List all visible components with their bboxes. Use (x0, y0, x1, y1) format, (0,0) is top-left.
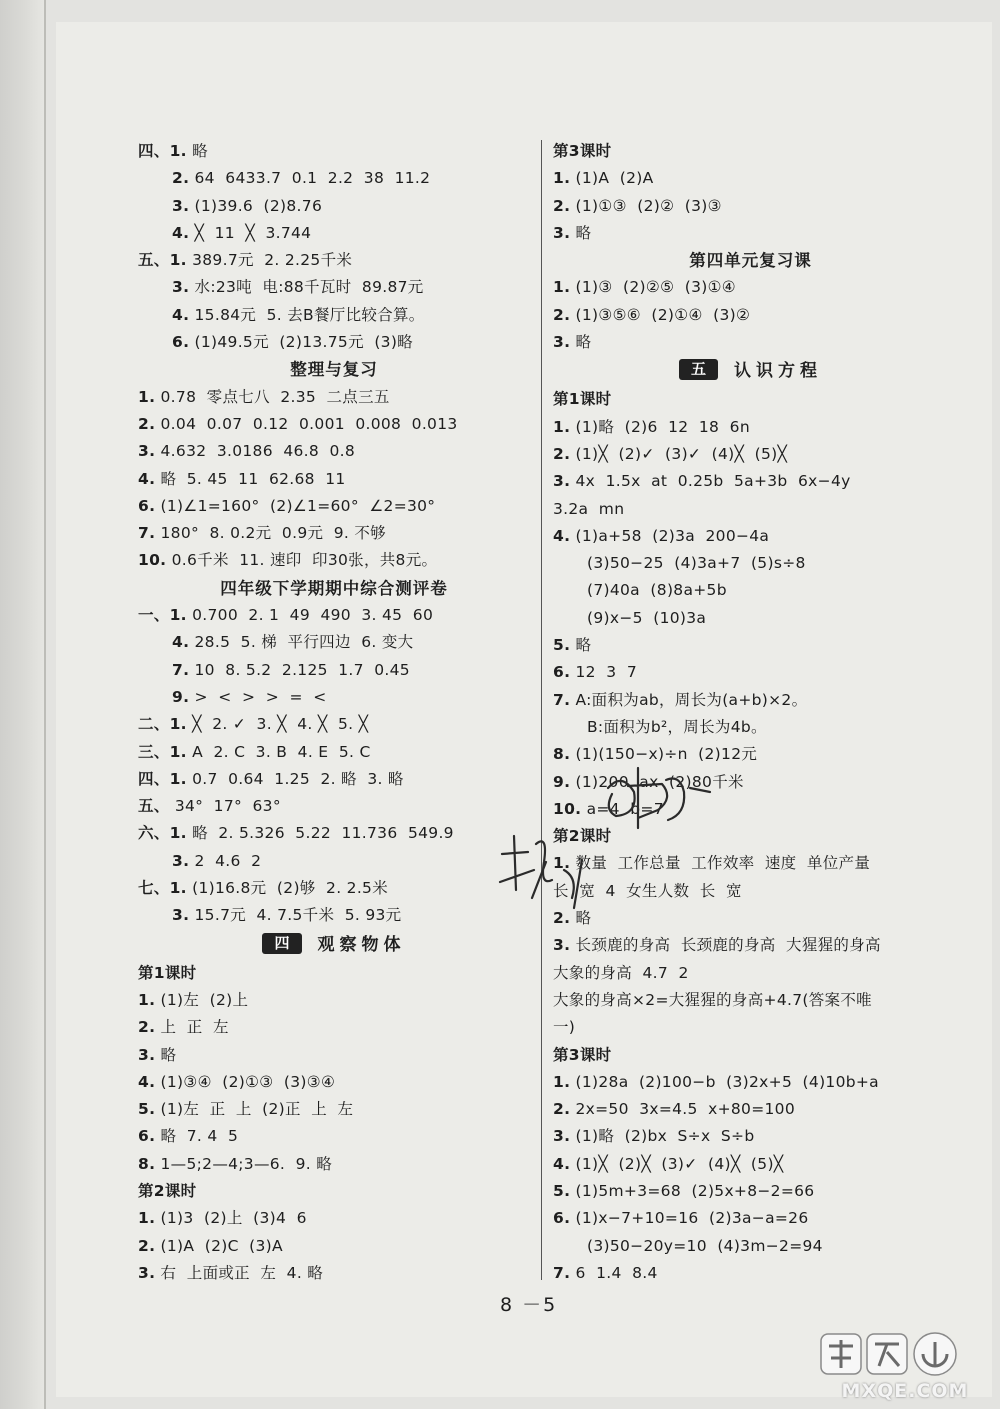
answer-text: (1)∠1=160° (2)∠1=60° ∠2=30° (160, 496, 436, 515)
answer-text: 12 3 7 (575, 663, 638, 682)
answer-text: (1)①③ (2)② (3)③ (575, 196, 722, 215)
question-number: 4. (138, 469, 156, 488)
answer-text: (1)③④ (2)①③ (3)③④ (160, 1072, 336, 1091)
answer-text: 略 (575, 909, 592, 928)
answer-stamp-icon (815, 1322, 995, 1382)
answer-text: (7)40a (8)8a+5b (587, 581, 727, 600)
answer-text: 15.84元 5. 去B餐厅比较合算。 (194, 305, 425, 324)
answer-text: (1)x−7+10=16 (2)3a−a=26 (575, 1209, 809, 1228)
answer-text: 右 上面或正 左 4. 略 (160, 1263, 324, 1282)
unit-heading (138, 930, 530, 960)
answer-line (553, 1178, 948, 1205)
answer-line (138, 848, 530, 875)
question-number: 2. (553, 909, 571, 928)
answer-line (138, 302, 530, 329)
answer-text: a=4 b=7 (586, 799, 664, 818)
unit-number-badge: 五 (679, 359, 718, 380)
answer-text: > < > > = < (194, 687, 327, 706)
answer-text: (1)左 正 上 (2)正 上 左 (160, 1100, 354, 1119)
answer-text: 略 (575, 636, 592, 655)
site-watermark (815, 1322, 995, 1408)
question-number: 5. (553, 636, 571, 655)
question-number: 4. (138, 1072, 156, 1091)
answer-text: ╳ 11 ╳ 3.744 (194, 223, 312, 242)
answer-line (553, 329, 948, 356)
answer-text: (1)39.6 (2)8.76 (194, 196, 323, 215)
question-number: 1. (138, 990, 156, 1009)
answer-text: 0.700 2. 1 49 490 3. 45 60 (192, 606, 434, 625)
question-number: 五、1. (138, 251, 187, 270)
answer-line (138, 138, 530, 165)
question-number: 1. (553, 1072, 571, 1091)
answer-line (138, 657, 530, 684)
unit-title: 观察物体 (317, 934, 406, 955)
question-number: 3. (553, 472, 571, 491)
answer-line (138, 1042, 530, 1069)
question-number: 2. (138, 1236, 156, 1255)
question-number: 三、1. (138, 742, 187, 761)
question-number: 2. (553, 305, 571, 324)
answer-line (138, 793, 530, 820)
answer-line (138, 493, 530, 520)
question-number: 4. (172, 305, 190, 324)
answer-line (553, 1151, 948, 1178)
answer-text: A 2. C 3. B 4. E 5. C (192, 742, 371, 761)
answer-line (553, 1123, 948, 1150)
answer-line (138, 1123, 530, 1150)
question-number: 1. (553, 854, 571, 873)
answer-line (553, 496, 948, 523)
answer-line (138, 1014, 530, 1041)
question-number: 1. (553, 278, 571, 297)
answer-text: 3.2a mn (553, 499, 625, 518)
answer-text: 4.632 3.0186 46.8 0.8 (160, 442, 356, 461)
answer-text: 64 6433.7 0.1 2.2 38 11.2 (194, 169, 431, 188)
answer-text: 0.04 0.07 0.12 0.001 0.008 0.013 (160, 414, 458, 433)
answer-text: (3)50−20y=10 (4)3m−2=94 (587, 1236, 823, 1255)
answer-line (553, 1096, 948, 1123)
unit-heading (553, 356, 948, 386)
answer-line (553, 632, 948, 659)
answer-line (138, 1096, 530, 1123)
answer-line (553, 274, 948, 301)
question-number: 2. (138, 1018, 156, 1037)
question-number: 6. (138, 1127, 156, 1146)
question-number: 10. (138, 551, 167, 570)
answer-text: 6 1.4 8.4 (575, 1263, 658, 1282)
answer-line (553, 193, 948, 220)
answer-line (138, 629, 530, 656)
answer-text: 略 7. 4 5 (160, 1127, 239, 1146)
answer-line (138, 602, 530, 629)
answer-text: 数量 工作总量 工作效率 速度 单位产量 (575, 854, 871, 873)
answer-line (138, 766, 530, 793)
answer-line (553, 1233, 948, 1260)
answer-text: (1)略 (2)6 12 18 6n (575, 417, 750, 436)
question-number: 7. (172, 660, 190, 679)
answer-line (553, 1069, 948, 1096)
question-number: 8. (553, 745, 571, 764)
answer-line (138, 1205, 530, 1232)
answer-line (553, 605, 948, 632)
question-number: 3. (553, 223, 571, 242)
answer-text: 15.7元 4. 7.5千米 5. 93元 (194, 906, 402, 925)
question-number: 3. (172, 851, 190, 870)
answer-text: (1)A (2)C (3)A (160, 1236, 283, 1255)
answer-text: 大象的身高×2=大猩猩的身高+4.7(答案不唯 (553, 990, 872, 1009)
question-number: 四、1. (138, 769, 187, 788)
question-number: 1. (138, 1209, 156, 1228)
answer-line (553, 659, 948, 686)
answer-text: ╳ 2. ✓ 3. ╳ 4. ╳ 5. ╳ (192, 715, 369, 734)
question-number: 5. (138, 1100, 156, 1119)
question-number: 七、1. (138, 879, 187, 898)
question-number: 9. (172, 687, 190, 706)
answer-line (138, 1233, 530, 1260)
answer-text: (1)a+58 (2)3a 200−4a (575, 526, 770, 545)
question-number: 4. (172, 633, 190, 652)
answer-text: 水:23吨 电:88千瓦时 89.87元 (194, 278, 424, 297)
answer-line (138, 1260, 530, 1287)
question-number: 3. (553, 333, 571, 352)
answer-line (138, 739, 530, 766)
answer-line (138, 987, 530, 1014)
answer-line (138, 875, 530, 902)
answer-line (138, 902, 530, 929)
answer-line (138, 820, 530, 847)
answer-text: (1)3 (2)上 (3)4 6 (160, 1209, 307, 1228)
answer-line (138, 247, 530, 274)
answer-line (553, 468, 948, 495)
answer-line (138, 384, 530, 411)
watermark-text: MXQE.COM (841, 1380, 969, 1402)
answer-text: 上 正 左 (160, 1018, 229, 1037)
question-number: 3. (553, 936, 571, 955)
answer-line (553, 932, 948, 959)
answer-text: (1)49.5元 (2)13.75元 (3)略 (194, 333, 413, 352)
question-number: 2. (553, 1100, 571, 1119)
answer-text: 180° 8. 0.2元 0.9元 9. 不够 (160, 524, 386, 543)
answer-line (138, 220, 530, 247)
unit-title: 认识方程 (734, 361, 822, 382)
lesson-heading: 第2课时 (553, 827, 612, 846)
question-number: 1. (138, 387, 156, 406)
answer-text: 2x=50 3x=4.5 x+80=100 (575, 1100, 795, 1119)
answer-text: B:面积为b²，周长为4b。 (587, 717, 767, 736)
right-answer-column (553, 138, 948, 1287)
question-number: 五、 (138, 797, 170, 816)
answer-line (138, 520, 530, 547)
answer-text: 略 2. 5.326 5.22 11.736 549.9 (192, 824, 454, 843)
question-number: 7. (553, 1263, 571, 1282)
answer-text: 一) (553, 1018, 576, 1037)
question-number: 4. (172, 223, 190, 242)
question-number: 3. (172, 278, 190, 297)
answer-line (138, 165, 530, 192)
book-binding (0, 0, 44, 1409)
question-number: 7. (553, 690, 571, 709)
answer-line (138, 329, 530, 356)
answer-line (553, 577, 948, 604)
lesson-heading: 第3课时 (553, 1045, 612, 1064)
answer-text: 略 (160, 1045, 177, 1064)
answer-text: (1)5m+3=68 (2)5x+8−2=66 (575, 1181, 815, 1200)
answer-line (138, 466, 530, 493)
answer-line (553, 302, 948, 329)
answer-text: (1)略 (2)bx S÷x S÷b (575, 1127, 755, 1146)
answer-text: 1—5;2—4;3—6. 9. 略 (160, 1154, 333, 1173)
answer-text: 略 5. 45 11 62.68 11 (160, 469, 346, 488)
question-number: 四、1. (138, 142, 187, 160)
answer-text: (1)200 ax (2)80千米 (575, 772, 744, 791)
left-answer-column (138, 138, 530, 1287)
question-number: 9. (553, 772, 571, 791)
question-number: 6. (172, 333, 190, 352)
answer-line (138, 274, 530, 301)
answer-text: 28.5 5. 梯 平行四边 6. 变大 (194, 633, 414, 652)
section-heading: 整理与复习 (290, 360, 378, 380)
section-heading: 第四单元复习课 (689, 251, 812, 271)
question-number: 7. (138, 524, 156, 543)
question-number: 2. (553, 444, 571, 463)
question-number: 10. (553, 799, 582, 818)
answer-line (553, 960, 948, 987)
question-number: 3. (553, 1127, 571, 1146)
answer-line (553, 441, 948, 468)
question-number: 3. (138, 1263, 156, 1282)
answer-text: 389.7元 2. 2.25千米 (192, 251, 353, 270)
question-number: 8. (138, 1154, 156, 1173)
answer-text: 34° 17° 63° (174, 797, 281, 816)
answer-line (553, 1260, 948, 1287)
answer-line (553, 414, 948, 441)
answer-text: 0.7 0.64 1.25 2. 略 3. 略 (192, 769, 404, 788)
answer-text: A:面积为ab，周长为(a+b)×2。 (575, 690, 808, 709)
answer-text: (1)╳ (2)✓ (3)✓ (4)╳ (5)╳ (575, 444, 788, 463)
answer-text: 大象的身高 4.7 2 (553, 963, 689, 982)
answer-text: 0.6千米 11. 速印 印30张，共8元。 (171, 551, 438, 570)
answer-text: 略 (575, 333, 592, 352)
lesson-heading: 第3课时 (553, 142, 612, 160)
answer-text: (1)(150−x)÷n (2)12元 (575, 745, 758, 764)
answer-line (553, 714, 948, 741)
question-number: 4. (553, 526, 571, 545)
question-number: 2. (172, 169, 190, 188)
answer-text: 略 (192, 142, 208, 160)
question-number: 6. (553, 663, 571, 682)
lesson-heading: 第1课时 (553, 390, 612, 409)
answer-line (138, 193, 530, 220)
question-number: 1. (553, 417, 571, 436)
answer-text: (1)16.8元 (2)够 2. 2.5米 (192, 879, 389, 898)
answer-text: (1)③⑤⑥ (2)①④ (3)② (575, 305, 751, 324)
question-number: 4. (553, 1154, 571, 1173)
question-number: 一、1. (138, 606, 187, 625)
answer-text: 长 宽 4 女生人数 长 宽 (553, 881, 742, 900)
answer-line (138, 1069, 530, 1096)
answer-line (553, 687, 948, 714)
answer-text: 略 (575, 223, 592, 242)
answer-text: 2 4.6 2 (194, 851, 262, 870)
column-divider (541, 140, 542, 1280)
page-number: 8 －5 (500, 1294, 558, 1316)
question-number: 3. (138, 1045, 156, 1064)
answer-line (553, 165, 948, 192)
section-heading: 四年级下学期期中综合测评卷 (220, 578, 448, 598)
answer-line (138, 684, 530, 711)
question-number: 3. (138, 442, 156, 461)
answer-text: (1)③ (2)②⑤ (3)①④ (575, 278, 736, 297)
question-number: 3. (172, 196, 190, 215)
answer-line (138, 547, 530, 574)
answer-line (553, 1205, 948, 1232)
question-number: 六、1. (138, 824, 187, 843)
question-number: 5. (553, 1181, 571, 1200)
answer-line (553, 987, 948, 1014)
question-number: 3. (172, 906, 190, 925)
binding-edge (44, 0, 46, 1409)
answer-text: (1)左 (2)上 (160, 990, 249, 1009)
answer-line (138, 411, 530, 438)
answer-text: (1)A (2)A (575, 169, 654, 188)
answer-line (553, 1014, 948, 1041)
answer-line (138, 1151, 530, 1178)
answer-text: (9)x−5 (10)3a (587, 608, 707, 627)
answer-line (553, 550, 948, 577)
lesson-heading: 第2课时 (138, 1181, 197, 1200)
answer-text: 0.78 零点七八 2.35 二点三五 (160, 387, 390, 406)
answer-text: 10 8. 5.2 2.125 1.7 0.45 (194, 660, 410, 679)
answer-line (553, 523, 948, 550)
question-number: 2. (553, 196, 571, 215)
question-number: 1. (553, 169, 571, 188)
answer-text: (1)28a (2)100−b (3)2x+5 (4)10b+a (575, 1072, 879, 1091)
answer-text: (3)50−25 (4)3a+7 (5)s÷8 (587, 554, 806, 573)
answer-line (138, 438, 530, 465)
question-number: 6. (138, 496, 156, 515)
handwritten-signature (488, 758, 718, 918)
question-number: 2. (138, 414, 156, 433)
question-number: 二、1. (138, 715, 187, 734)
answer-text: 4x 1.5x at 0.25b 5a+3b 6x−4y (575, 472, 851, 491)
lesson-heading: 第1课时 (138, 963, 197, 982)
question-number: 6. (553, 1209, 571, 1228)
unit-number-badge: 四 (262, 933, 301, 954)
answer-text: (1)╳ (2)╳ (3)✓ (4)╳ (5)╳ (575, 1154, 784, 1173)
answer-line (138, 711, 530, 738)
answer-line (553, 220, 948, 247)
answer-text: 长颈鹿的身高 长颈鹿的身高 大猩猩的身高 (575, 936, 881, 955)
